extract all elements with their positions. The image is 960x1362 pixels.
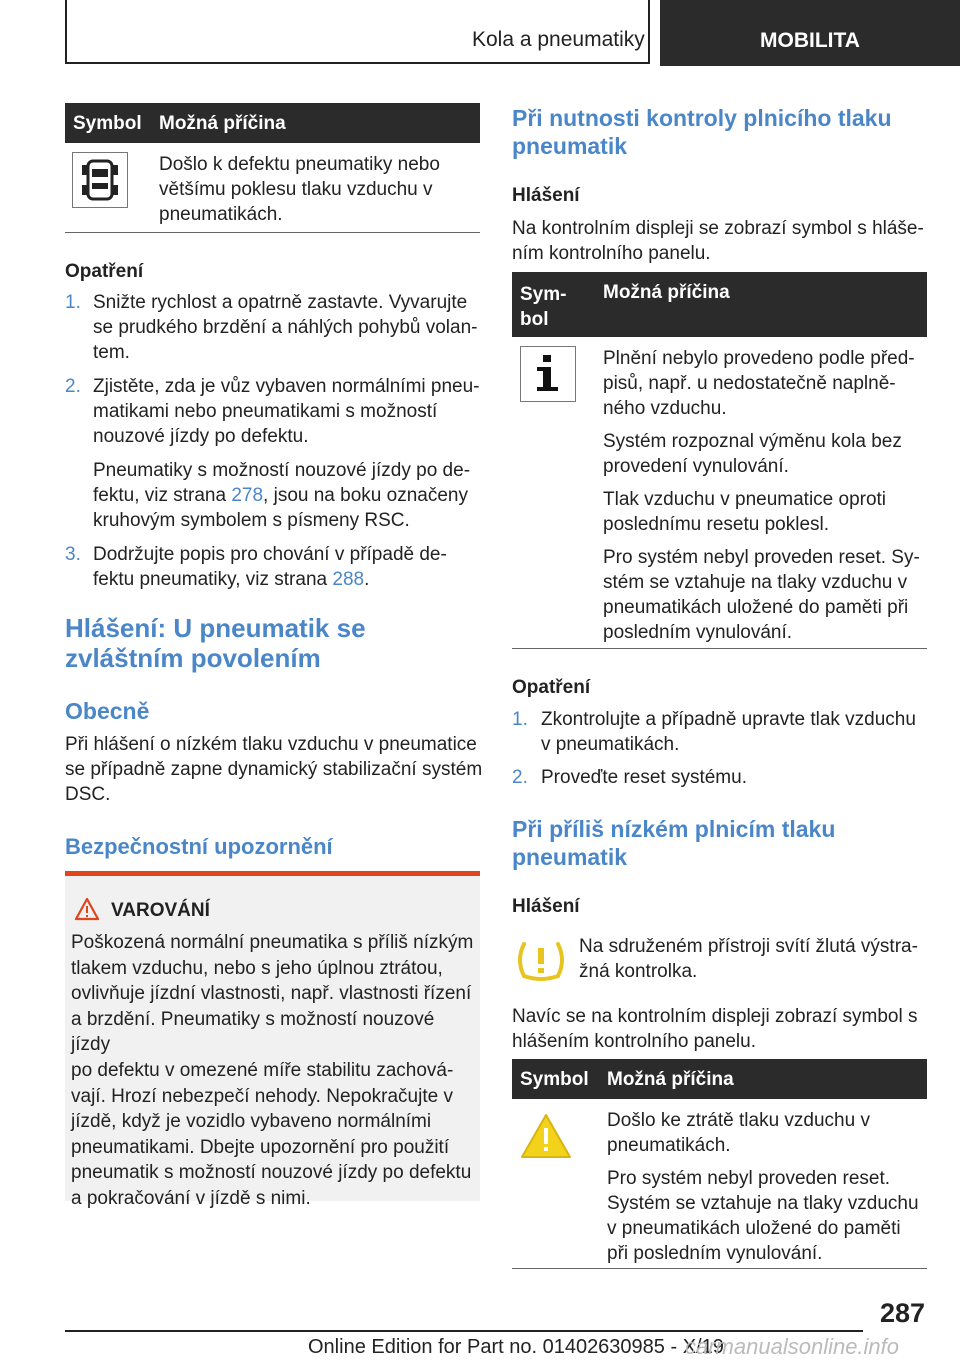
page-number: 287 xyxy=(880,1298,926,1328)
table3-col-cause: Možná příčina xyxy=(607,1069,734,1090)
table3-header xyxy=(512,1059,927,1099)
table1-header xyxy=(65,103,480,143)
right-heading-2: Při příliš nízkém plnicím tlaku pneumatik xyxy=(512,816,836,870)
warning-title: VAROVÁNÍ xyxy=(111,900,210,921)
right-heading-1: Při nutnosti kontroly plnicího tlaku pneumatik xyxy=(512,105,892,159)
header-rule xyxy=(65,62,650,64)
table3-bottom-rule xyxy=(512,1268,927,1269)
table3-cause-text: Došlo ke ztrátě tlaku vzduchu v pneumatikách. Pro systém nebyl proveden reset. Systém se vztahuje na tlaky vzduchu v pneumatikách uložené do paměti při posledním vynulování. xyxy=(607,1110,919,1264)
table2-bottom-rule xyxy=(512,648,927,649)
general-text: Při hlášení o nízkém tlaku vzduchu v pneumatice se případně zapne dynamický stabilizační systém DSC. xyxy=(65,734,483,805)
warning-triangle-icon xyxy=(74,897,100,921)
info-icon xyxy=(520,346,576,402)
table1-cause-text: Došlo k defektu pneumatiky nebo většímu poklesu tlaku vzduchu v pneumatikách. xyxy=(159,154,440,225)
measures-list xyxy=(65,290,485,592)
list-item: 2. Zjistěte, zda je vůz vybaven normálními pneu- matikami nebo pneumatikami s možností nouzové jízdy po defektu. xyxy=(65,376,480,447)
chapter-tab: MOBILITA xyxy=(660,0,960,66)
general-title: Obecně xyxy=(65,698,150,724)
measures-title: Opatření xyxy=(65,261,144,282)
header-separator xyxy=(648,0,650,64)
yellow-warning-triangle-icon xyxy=(519,1112,573,1160)
page-link-288[interactable]: 288 xyxy=(332,569,365,590)
watermark: carmanualsonline.info xyxy=(685,1334,900,1359)
right-measures-list xyxy=(512,707,932,790)
table1-bottom-rule xyxy=(65,232,480,233)
section-title: Kola a pneumatiky xyxy=(472,28,645,51)
list-item: 1. Zkontrolujte a případně upravte tlak vzduchu v pneumatikách. xyxy=(512,709,916,755)
list-item: 3. Dodržujte popis pro chování v případě de- fektu pneumatiky, viz strana 288. xyxy=(65,544,447,590)
table2-col-cause: Možná příčina xyxy=(603,282,730,303)
indicator-text: Na sdruženém přístroji svítí žlutá výstra- žná kontrolka. xyxy=(579,936,918,982)
warning-text: Poškozená normální pneumatika s příliš nízkým tlakem vzduchu, nebo s jeho úplnou ztrátou, ovlivňuje jízdní vlastnosti, např. vlastnosti řízení a brzdění. Pneumatiky s možností nouzové jízdy po defektu v omezené míře stabilitu zachová- vají. Hrozí nebezpečí nehody. Nepokračujte v jízdě, když je vozidlo vybaveno normálními pneumatikami. Dbejte upozornění pro použití pneumatik s možností nouzové jízdy po defektu a pokračování v jízdě s nimi. xyxy=(71,932,474,1209)
tire-pressure-warning-icon xyxy=(512,938,570,986)
footer-rule xyxy=(65,1330,863,1332)
section-heading: Hlášení: U pneumatik se zvláštním povolením xyxy=(65,613,366,673)
message-text: Na kontrolním displeji se zobrazí symbol s hláše- ním kontrolního panelu. xyxy=(512,218,924,264)
table2-cause-text: Plnění nebylo provedeno podle před- pisů, např. u nedostatečně naplně- ného vzduchu. Systém rozpoznal výměnu kola bez provedení vynulování. Tlak vzduchu v pneumatice oproti poslednímu resetu poklesl. Pro systém nebyl proveden reset. Sy- stém se vztahuje na tlaky vzduchu v pneumatikách uložené do paměti při posledním vynulování. xyxy=(603,348,920,643)
safety-title: Bezpečnostní upozornění xyxy=(65,834,333,859)
table2-col-symbol: Sym- bol xyxy=(520,284,567,330)
page-link-278[interactable]: 278 xyxy=(231,485,264,506)
extra-text: Navíc se na kontrolním displeji zobrazí symbol s hlášením kontrolního panelu. xyxy=(512,1006,918,1052)
list-item: 1. Snižte rychlost a opatrně zastavte. Vyvarujte se prudkého brzdění a náhlých pohybů volan- tem. xyxy=(65,292,478,363)
table2-header xyxy=(512,272,927,337)
header-left-rule xyxy=(65,0,67,64)
message-title-2: Hlášení xyxy=(512,896,580,917)
table1-col-cause: Možná příčina xyxy=(159,113,286,134)
right-measures-title: Opatření xyxy=(512,677,591,698)
list-item: 2. Proveďte reset systému. xyxy=(512,767,747,788)
message-title: Hlášení xyxy=(512,185,580,206)
edition-text: Online Edition for Part no. 01402630985 - X/19 xyxy=(308,1336,724,1358)
table1-col-symbol: Symbol xyxy=(73,113,142,134)
car-tire-pressure-icon xyxy=(72,152,128,208)
list-item-continuation: Pneumatiky s možností nouzové jízdy po de- fektu, viz strana 278, jsou na boku označeny kruhovým symbolem s písmeny RSC. xyxy=(93,460,471,531)
table3-col-symbol: Symbol xyxy=(520,1069,589,1090)
